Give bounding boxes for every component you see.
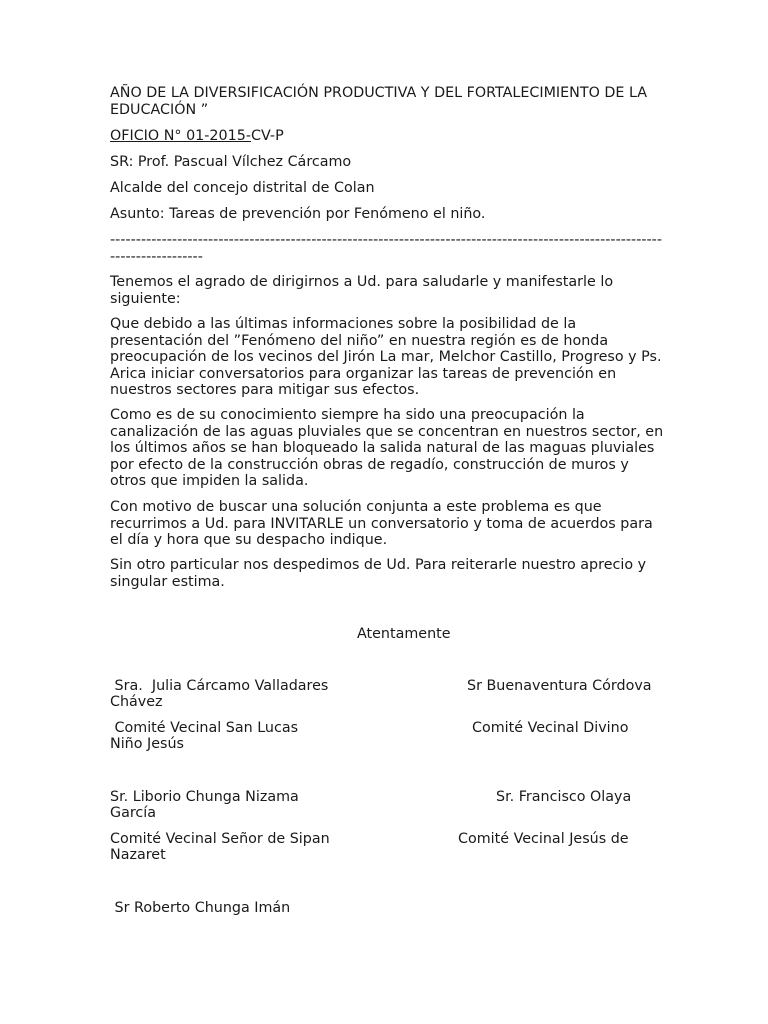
committee-right: Comité Vecinal Divino — [472, 720, 629, 736]
signatory-name-left: Sr. Liborio Chunga Nizama — [110, 789, 299, 805]
signatory-name-left: Sr Roberto Chunga Imán — [110, 900, 291, 916]
signatory-name-continuation: Chávez — [110, 694, 163, 710]
recipient-name: SR: Prof. Pascual Vílchez Cárcamo — [110, 154, 352, 170]
header-title: AÑO DE LA DIVERSIFICACIÓN PRODUCTIVA Y DEL FORTALECIMIENTO DE LA EDUCACIÓN ” — [110, 85, 648, 118]
separator-line: ----------------------------------------------------------------------------------------------------------------------------- — [110, 232, 663, 265]
signatory-name-continuation: García — [110, 805, 156, 821]
signatory-row — [110, 900, 666, 917]
closing-salutation: Atentamente — [357, 626, 451, 642]
body-paragraph: Sin otro particular nos despedimos de Ud. Para reiterarle nuestro aprecio y singular estima. — [110, 557, 647, 590]
committee-right: Comité Vecinal Jesús de — [458, 831, 629, 847]
committee-left: Comité Vecinal Señor de Sipan — [110, 831, 330, 847]
signatory-name-left: Sra. Julia Cárcamo Valladares — [110, 678, 329, 694]
signatory-row — [110, 789, 666, 806]
oficio-number — [110, 128, 666, 145]
recipient-title: Alcalde del concejo distrital de Colan — [110, 180, 375, 196]
signatory-row — [110, 831, 666, 848]
committee-left: Comité Vecinal San Lucas — [110, 720, 299, 736]
signatory-name-right: Sr Buenaventura Córdova — [467, 678, 652, 694]
committee-continuation: Nazaret — [110, 847, 166, 863]
oficio-number-suffix: CV-P — [250, 128, 284, 144]
body-paragraph: Tenemos el agrado de dirigirnos a Ud. para saludarle y manifestarle lo siguiente: — [110, 274, 614, 307]
body-paragraph: Que debido a las últimas informaciones sobre la posibilidad de la presentación del ”Fenómeno del niño” en nuestra región es de honda preocupación de los vecinos del Jirón La mar, Melchor Castillo, Progreso y Ps. Arica iniciar conversatorios para organizar las tareas de prevención en nuestros sectores para mitigar sus efectos. — [110, 316, 662, 399]
oficio-number-underlined: OFICIO N° 01-2015- — [110, 128, 251, 144]
signatory-row — [110, 678, 666, 695]
committee-continuation: Niño Jesús — [110, 736, 184, 752]
body-paragraph: Con motivo de buscar una solución conjunta a este problema es que recurrimos a Ud. para INVITARLE un conversatorio y toma de acuerdos para el día y hora que su despacho indique. — [110, 499, 653, 549]
signatory-name-right: Sr. Francisco Olaya — [496, 789, 632, 805]
signatory-row — [110, 720, 666, 737]
subject-line: Asunto: Tareas de prevención por Fenómeno el niño. — [110, 206, 486, 222]
body-paragraph: Como es de su conocimiento siempre ha sido una preocupación la canalización de las aguas pluviales que se concentran en nuestros sector, en los últimos años se han bloqueado la salida natural de las maguas pluviales por efecto de la construcción obras de regadío, construcción de muros y otros que impiden la salida. — [110, 407, 664, 490]
